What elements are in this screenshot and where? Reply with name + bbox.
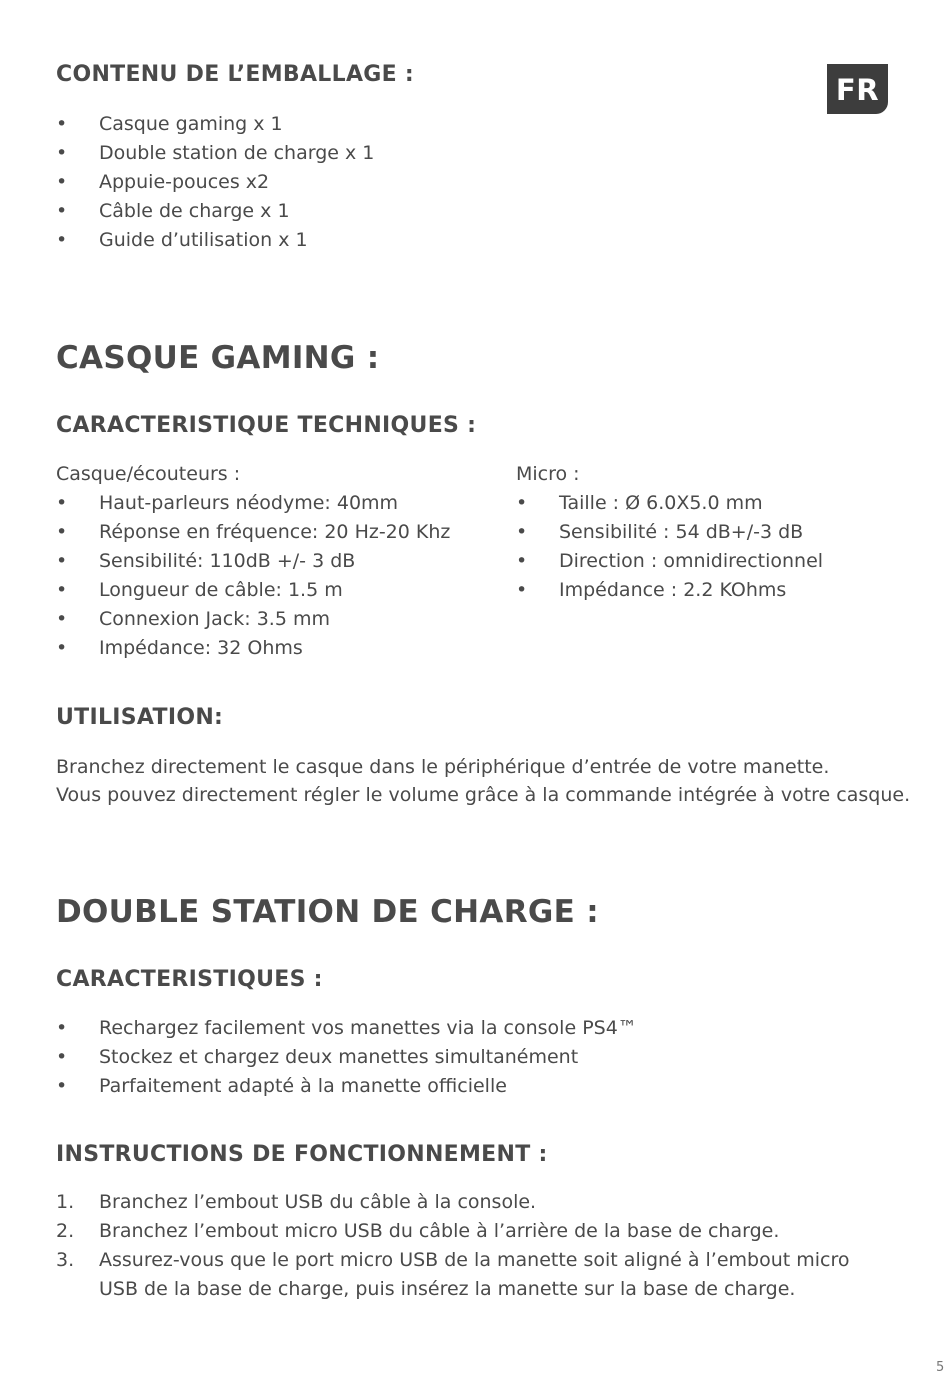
bullet: •	[516, 521, 528, 543]
list-item: • Sensibilité: 110dB +/- 3 dB	[56, 547, 450, 576]
list-item: • Sensibilité : 54 dB+/-3 dB	[516, 518, 823, 547]
step-number: 3.	[56, 1249, 75, 1271]
usage-line: Branchez directement le casque dans le périphérique d’entrée de votre manette.	[56, 756, 830, 778]
list-item: • Connexion Jack: 3.5 mm	[56, 605, 450, 634]
packaging-list	[56, 110, 374, 255]
list-item: • Réponse en fréquence: 20 Hz-20 Khz	[56, 518, 450, 547]
instructions-heading: INSTRUCTIONS DE FONCTIONNEMENT :	[56, 1142, 548, 1167]
features-list	[56, 1014, 637, 1101]
step-number: 2.	[56, 1220, 75, 1242]
micro-label: Micro :	[516, 463, 580, 485]
charging-station-title: DOUBLE STATION DE CHARGE :	[56, 894, 599, 930]
bullet: •	[56, 142, 68, 164]
list-item: • Parfaitement adapté à la manette officielle	[56, 1072, 637, 1101]
list-item: • Taille : Ø 6.0X5.0 mm	[516, 489, 823, 518]
list-item: • Impédance: 32 Ohms	[56, 634, 450, 663]
list-item: • Impédance : 2.2 KOhms	[516, 576, 823, 605]
headset-title: CASQUE GAMING :	[56, 340, 380, 376]
packaging-heading: CONTENU DE L’EMBALLAGE :	[56, 62, 415, 87]
earphones-label: Casque/écouteurs :	[56, 463, 241, 485]
bullet: •	[516, 579, 528, 601]
list-item: • Guide d’utilisation x 1	[56, 226, 374, 255]
list-item: • Longueur de câble: 1.5 m	[56, 576, 450, 605]
bullet: •	[56, 1046, 68, 1068]
list-item: • Rechargez facilement vos manettes via la console PS4™	[56, 1014, 637, 1043]
bullet: •	[516, 492, 528, 514]
list-item: • Câble de charge x 1	[56, 197, 374, 226]
list-item: 2. Branchez l’embout micro USB du câble à l’arrière de la base de charge.	[56, 1217, 850, 1246]
list-item: • Casque gaming x 1	[56, 110, 374, 139]
page-number: 5	[936, 1360, 945, 1375]
step-number: 1.	[56, 1191, 75, 1213]
usage-line: Vous pouvez directement régler le volume grâce à la commande intégrée à votre casque.	[56, 784, 911, 806]
headset-specs-heading: CARACTERISTIQUE TECHNIQUES :	[56, 413, 477, 438]
list-item: • Haut-parleurs néodyme: 40mm	[56, 489, 450, 518]
bullet: •	[56, 171, 68, 193]
list-item: • Stockez et chargez deux manettes simultanément	[56, 1043, 637, 1072]
micro-spec-list	[516, 489, 823, 605]
bullet: •	[56, 637, 68, 659]
bullet: •	[56, 492, 68, 514]
bullet: •	[56, 579, 68, 601]
bullet: •	[56, 550, 68, 572]
bullet: •	[516, 550, 528, 572]
earphones-spec-list	[56, 489, 450, 663]
bullet: •	[56, 521, 68, 543]
bullet: •	[56, 1017, 68, 1039]
list-item: 3. Assurez-vous que le port micro USB de la manette soit aligné à l’embout micro USB de la base de charge, puis insérez la manette sur la base de charge.	[56, 1246, 850, 1304]
usage-heading: UTILISATION:	[56, 705, 224, 730]
bullet: •	[56, 200, 68, 222]
bullet: •	[56, 229, 68, 251]
list-item: • Double station de charge x 1	[56, 139, 374, 168]
list-item: • Direction : omnidirectionnel	[516, 547, 823, 576]
bullet: •	[56, 1075, 68, 1097]
language-badge: FR	[827, 64, 888, 114]
list-item: 1. Branchez l’embout USB du câble à la console.	[56, 1188, 850, 1217]
instructions-list	[56, 1188, 850, 1304]
features-heading: CARACTERISTIQUES :	[56, 967, 323, 992]
bullet: •	[56, 608, 68, 630]
bullet: •	[56, 113, 68, 135]
list-item: • Appuie-pouces x2	[56, 168, 374, 197]
